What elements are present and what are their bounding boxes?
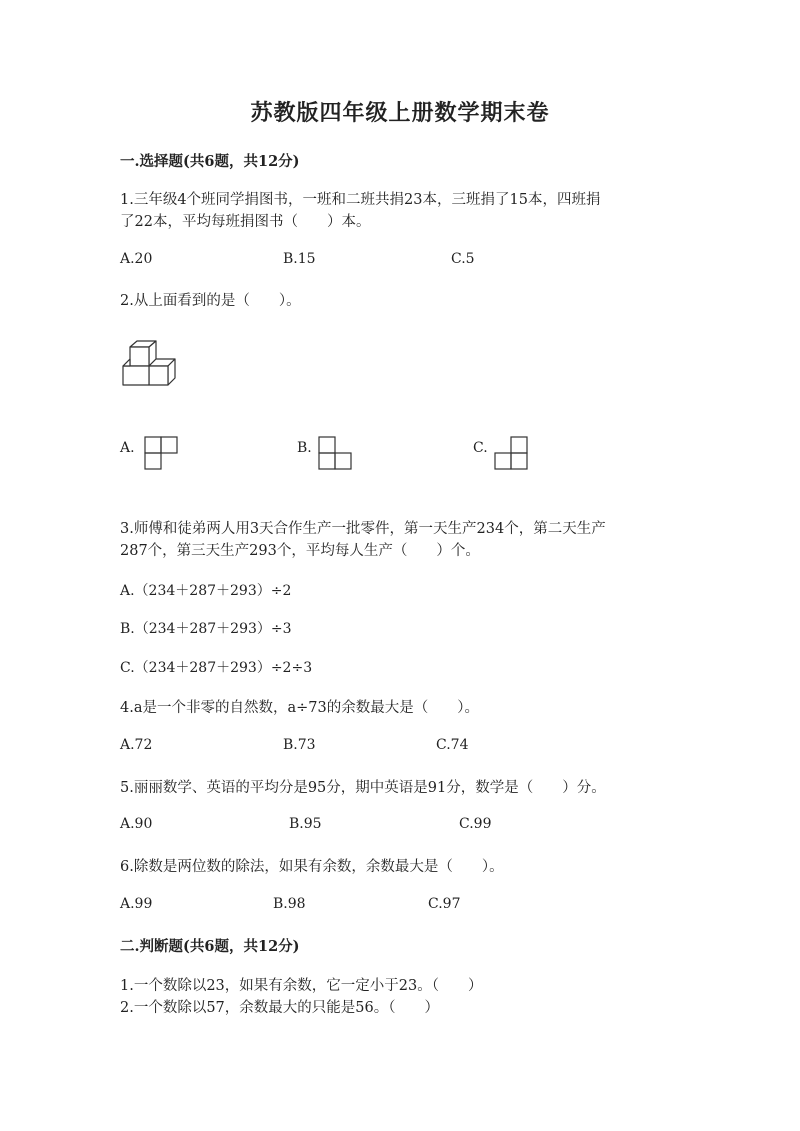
question-6-option-c: C.97 xyxy=(428,896,461,912)
question-5-option-b: B.95 xyxy=(289,816,322,832)
question-5-line-1: 5.丽丽数学、英语的平均分是95分，期中英语是91分，数学是（ ）分。 xyxy=(120,780,606,796)
section-heading-judgement: 二.判断题(共6题，共12分) xyxy=(120,938,300,955)
option-a-view-figure xyxy=(144,436,178,470)
question-1-option-c: C.5 xyxy=(451,251,475,267)
question-2-line-1: 2.从上面看到的是（ ）。 xyxy=(120,293,301,309)
question-4-line-1: 4.a是一个非零的自然数，a÷73的余数最大是（ ）。 xyxy=(120,700,479,716)
question-3-line-1: 3.师傅和徒弟两人用3天合作生产一批零件，第一天生产234个，第二天生产 xyxy=(120,521,606,537)
question-1-option-b: B.15 xyxy=(283,251,316,267)
question-2-option-b: B. xyxy=(297,440,312,456)
question-1-line-1: 1.三年级4个班同学捐图书，一班和二班共捐23本，三班捐了15本，四班捐 xyxy=(120,192,601,208)
question-4-option-c: C.74 xyxy=(436,737,469,753)
question-5-option-a: A.90 xyxy=(120,816,153,832)
judgement-2: 2.一个数除以57，余数最大的只能是56。（ ） xyxy=(120,1000,439,1016)
question-6-option-b: B.98 xyxy=(273,896,306,912)
question-1-option-a: A.20 xyxy=(120,251,153,267)
question-2-option-a: A. xyxy=(120,440,135,456)
question-3-line-2: 287个，第三天生产293个，平均每人生产（ ）个。 xyxy=(120,543,480,559)
question-2-option-c: C. xyxy=(473,440,488,456)
question-3-option-b: B.（234＋287＋293）÷3 xyxy=(120,621,292,637)
question-6-line-1: 6.除数是两位数的除法，如果有余数，余数最大是（ ）。 xyxy=(120,859,504,875)
cube-stack-figure xyxy=(118,340,182,390)
question-3-option-a: A.（234＋287＋293）÷2 xyxy=(120,583,292,599)
question-1-line-2: 了22本，平均每班捐图书（ ）本。 xyxy=(120,214,371,230)
question-4-option-b: B.73 xyxy=(283,737,316,753)
page-title: 苏教版四年级上册数学期末卷 xyxy=(250,100,550,126)
judgement-1: 1.一个数除以23，如果有余数，它一定小于23。（ ） xyxy=(120,978,483,994)
option-b-view-figure xyxy=(318,436,352,470)
option-c-view-figure xyxy=(494,436,528,470)
question-3-option-c: C.（234＋287＋293）÷2÷3 xyxy=(120,660,313,676)
question-6-option-a: A.99 xyxy=(120,896,153,912)
question-4-option-a: A.72 xyxy=(120,737,153,753)
question-5-option-c: C.99 xyxy=(459,816,492,832)
section-heading-choice: 一.选择题(共6题，共12分) xyxy=(120,153,300,170)
